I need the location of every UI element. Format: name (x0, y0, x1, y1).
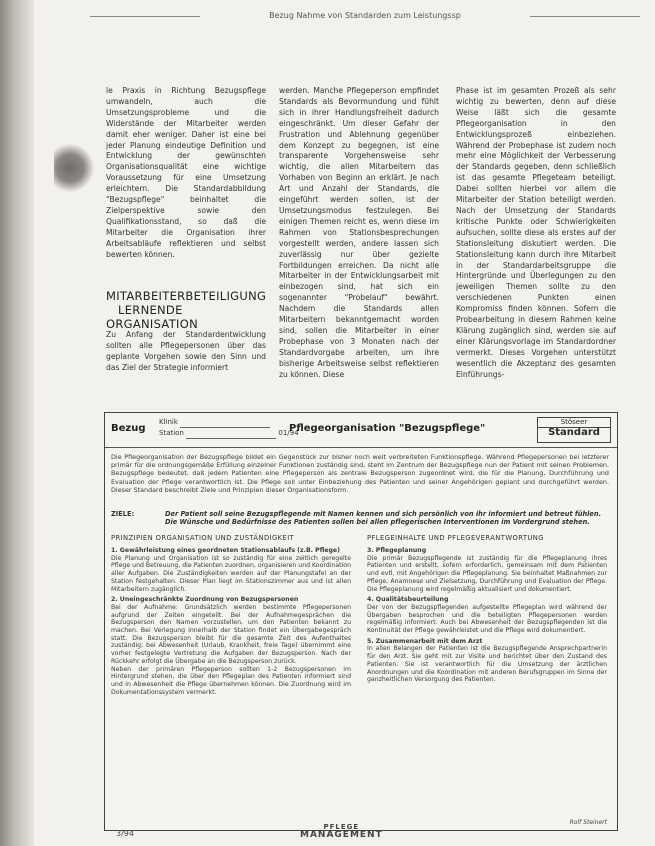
right-column-heading: PFLEGEINHALTE UND PFLEGEVERANTWORTUNG (367, 534, 544, 542)
standard-meta (159, 417, 299, 439)
klinik-label: Klinik (159, 418, 178, 426)
col3-paragraph: Phase ist im gesamten Prozeß als sehr wichtig zu bewerten, denn auf diese Weise läßt sich die gesamte Pflegeorganisation in den Entwicklungsprozeß einbeziehen. Während der Probephase ist zudem noch mehr eine Möglichkeit der Verbesserung der Standards gegeben, denn schließlich ist das gesamte Pflegeteam beteiligt. Dabei sollten hierbei vor allem die Mitarbeiter der Station beteiligt werden. Nach der Umsetzung der Standards kritische Punkte oder Schwierigkeiten aufsuchen, sollte diese als erstes auf der Stationsleitung diskutiert werden. Die Stationsleitung kann durch ihre Mitarbeit in der Standardarbeitsgruppe die Hintergründe und Überlegungen zu den jeweiligen Themen sollte zu den verschiedenen Punkten einen Kompromiss finden können. Sofern die Probearbeitung in diesem Rahmen keine Klärung zugänglich sind, werden sie auf einer Klärungsvorlage im Standardordner vermerkt. Dieses Vorgehen unterstützt wesentlich die Akzeptanz des gesamten Einführungs- (456, 86, 616, 379)
signature: Rolf Steinert (569, 819, 607, 826)
standard-section-text: Die Planung und Organisation ist so zuständig für eine zeitlich geregelte Pflege und Betreuung, die Patienten zuordnen, organisieren und Koordination aller Aufgaben. Die Zuständigkeiten werden auf der Planungstafel an der Station festgehalten. Dieser Plan liegt im Stationszimmer aus und ist allen Mitarbeitern zugänglich. (111, 554, 351, 593)
station-label: Station (159, 429, 184, 437)
journal-logo-bottom: MANAGEMENT (300, 830, 383, 840)
binding-shadow (0, 0, 34, 846)
station-value: 01/94 (278, 429, 299, 437)
standard-section-text: Der von der Bezugspflegenden aufgestellte Pflegeplan wird während der Übergaben besprochen und die beteiligten Pflegepersonen werden regelmäßig informiert. Auch bei Abwesenheit der Bezugspflegenden ist die Kontinuität der Pflege gewährleistet und die Pflege wird dokumentiert. (367, 603, 607, 635)
heading-line-2: LERNENDE (118, 303, 183, 317)
col2-paragraph: werden. Manche Pflegeperson empfindet Standards als Bevormundung und fühlt sich in ihrer Handlungsfreiheit dadurch eingeschränkt. Um dieser Gefahr der Frustration und Ablehnung gegenüber dem Konzept zu begegnen, ist eine transparente Vorgehensweise sehr wichtig, die allen Mitarbeitern das Vorhaben von Beginn an erklärt. Je nach Art und Anzahl der Standards, die eingeführt werden sollen, ist der Umsetzungsmodus festzulegen. Bei einigen Themen reicht es, wenn diese im Rahmen von Stationsbesprechungen vorgestellt werden, andere lassen sich zuverlässig nur über gezielte Fortbildungen erreichen. Da nicht alle Mitarbeiter in der Entwicklungsarbeit mit einbezogen sind, hat sich ein sogenannter "Probelauf" bewährt. Nachdem die Standards allen Mitarbeitern bekanntgemacht worden sind, sollen die Mitarbeiter in einer Probephase von 3 Monaten nach der Standardvorgabe arbeiten, um ihre bisherige Arbeitsweise selbst reflektieren zu können. Diese (279, 86, 439, 379)
body-column-3 (456, 86, 616, 401)
standard-header (105, 413, 617, 448)
standard-left-column (111, 544, 351, 824)
standard-section-heading: 5. Zusammenarbeit mit dem Arzt (367, 637, 483, 645)
col1b-paragraph: Zu Anfang der Standardentwicklung sollten alle Pflegepersonen über das geplante Vorgehen sowie den Sinn und das Ziel der Strategie informiert (106, 330, 266, 372)
logo-bottom-text: Standard (538, 427, 610, 437)
ziele-label: ZIELE: (111, 510, 135, 518)
standard-section-text: Neben der primären Pflegeperson sollten 1-2 Bezugspersonen im Hintergrund stehen, die über den Pflegeplan des Patienten informiert sind und in Abwesenheit die Pflege übernehmen können. Die Zuordnung wird im Dokumentationssystem vermerkt. (111, 665, 351, 696)
klinik-line (180, 418, 270, 428)
journal-logo (300, 823, 383, 839)
standard-section-heading: 4. Qualitätsbeurteilung (367, 596, 449, 604)
standard-right-column (367, 544, 607, 824)
heading-line-3: ORGANISATION (106, 317, 198, 331)
col1-paragraph: le Praxis in Richtung Bezugspflege umwandeln, auch die Umsetzungsprobleme und die Widerstände der Mitarbeiter werden damit eher weniger. Daher ist eine bei jeder Planung eindeutige Definition und Entwicklung der gewünschten Organisationsqualität eine wichtige Voraussetzung für eine Umsetzung erleichtern. Die Standardabbildung "Bezugspflege" beinhaltet die Zielperspektive sowie den Qualifikationsstand, so daß die Mitarbeiter die Organisation ihrer Arbeitsabläufe reflektieren und selbst bewerten können. (106, 86, 266, 259)
standard-logo (537, 417, 611, 443)
journal-logo-top: PFLEGE (323, 823, 360, 831)
page-number: 3/94 (116, 829, 134, 838)
standard-section-text: In allen Belangen der Patienten ist die Bezugspflegende Ansprechpartnerin für den Arzt. Sie geht mit zur Visite und berichtet über den Zustand des Patienten. Sie ist verantwortlich für die Umsetzung der ärztlichen Anordnungen und die Koordination mit anderen Berufsgruppen im Sinne der ganzheitlichen Versorgung des Patienten. (367, 645, 607, 684)
standard-title: Pflegeorganisation "Bezugspflege" (289, 423, 486, 434)
body-column-1 (106, 86, 266, 261)
standard-form-box (104, 412, 618, 831)
running-head: Bezug Nahme von Standarden zum Leistungssp (130, 11, 600, 20)
body-column-1-continued (106, 330, 266, 400)
standard-section-text: Bei der Aufnahme: Grundsätzlich werden bestimmte Pflegepersonen aufgrund der Zeiten eingeteilt. Bei der Aufnahmegesprächen die Bezugsperson den Namen vorzustellen, um den Patienten bekannt zu machen. Bei Verlegung innerhalb der Station findet ein Übergabegespräch statt. Die Bezugsperson bleibt für die gesamte Zeit des Aufenthaltes zuständig; bei Abwesenheit (Urlaub, Krankheit, freie Tage) übernimmt eine vorher festgelegte Vertretung die Aufgaben der Bezugsperson. Nach der Rückkehr erfolgt die Übergabe an die Bezugsperson zurück. (111, 603, 351, 665)
heading-line-1: MITARBEITERBETEILIGUNG (106, 289, 267, 303)
page-tab-mark (54, 143, 94, 193)
section-heading (106, 289, 274, 331)
standard-section-text: Die primär Bezugspflegende ist zuständig für die Pflegeplanung ihres Patienten und erstellt, sofern erforderlich, gemeinsam mit dem Patienten und evtl. mit Angehörigen die Pflegeplanung. Sie beinhaltet Maßnahmen zur Pflege, Anamnese und Zielsetzung, Durchführung und Evaluation der Pflege. Die Pflegeplanung wird regelmäßig aktualisiert und dokumentiert. (367, 554, 607, 593)
standard-section-heading: 2. Uneingeschränkte Zuordnung von Bezugspersonen (111, 596, 299, 604)
left-column-heading: PRINZIPIEN ORGANISATION UND ZUSTÄNDIGKEIT (111, 534, 295, 542)
ziele-text: Der Patient soll seine Bezugspflegende mit Namen kennen und sich persönlich von ihr informiert und betreut fühlen. Die Wünsche und Bedürfnisse des Patienten sollen bei allen pflegerischen Interventionen im Vordergrund stehen. (165, 510, 602, 527)
standard-intro: Die Pflegeorganisation der Bezugspflege bildet ein Gegenstück zur bisher noch weit verbreiteten Funktionspflege. Während Pflegepersonen bei letzterer primär für die ordnungsgemäße Erfüllung einzelner Funktionen zuständig sind, steht im Zentrum der Bezugspflege nun der Patient mit seinen Problemen. Bezugspflege bedeutet, daß jedem Patienten eine Pflegeperson als zentrale Bezugsperson zugeordnet wird, die für die Planung, Durchführung und Evaluation der Pflege verantwortlich ist. Die Pflege soll unter Einbeziehung des Patienten und seiner Angehörigen geplant und durchgeführt werden. Dieser Standard beschreibt Ziele und Prinzipien dieser Organisationsform. (111, 453, 609, 494)
logo-top-text: Stöseer (560, 418, 588, 426)
standard-section-heading: 1. Gewährleistung eines geordneten Stationsablaufs (z.B. Pflege) (111, 547, 340, 554)
bezug-label: Bezug (111, 423, 146, 434)
station-line (186, 429, 276, 439)
standard-section-heading: 3. Pflegeplanung (367, 547, 427, 554)
body-column-2 (279, 86, 439, 401)
standard-ziele (111, 510, 609, 527)
